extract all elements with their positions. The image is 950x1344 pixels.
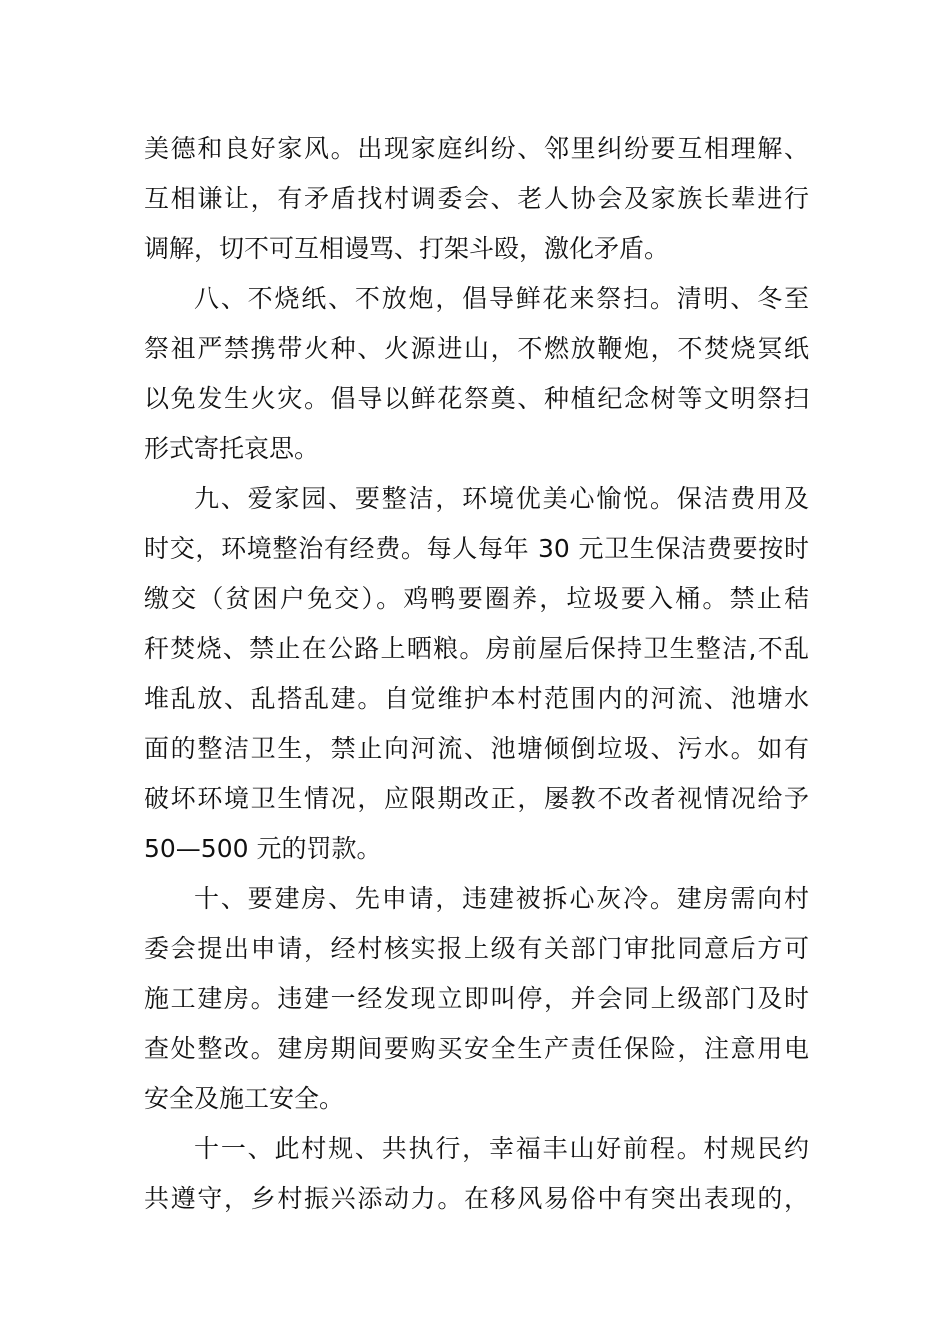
text-line: 安全及施工安全。	[144, 1084, 345, 1113]
paragraph-8-first-line: 八、不烧纸、不放炮，倡导鲜花来祭扫。清明、冬至	[194, 284, 809, 313]
text-line: 共遵守，乡村振兴添动力。在移风易俗中有突出表现的，	[144, 1184, 809, 1213]
text-line: 以免发生火灾。倡导以鲜花祭奠、种植纪念树等文明祭扫	[144, 384, 809, 413]
text-line: 时交，环境整治有经费。每人每年 30 元卫生保洁费要按时	[144, 534, 809, 563]
text-line: 50—500 元的罚款。	[144, 834, 382, 863]
text-line: 缴交（贫困户免交）。鸡鸭要圈养，垃圾要入桶。禁止秸	[144, 584, 809, 613]
text-line: 祭祖严禁携带火种、火源进山，不燃放鞭炮，不焚烧冥纸	[144, 334, 809, 363]
text-line: 面的整洁卫生，禁止向河流、池塘倾倒垃圾、污水。如有	[144, 734, 809, 763]
text-line: 委会提出申请，经村核实报上级有关部门审批同意后方可	[144, 934, 809, 963]
text-line: 堆乱放、乱搭乱建。自觉维护本村范围内的河流、池塘水	[144, 684, 809, 713]
paragraph-9-first-line: 九、爱家园、要整洁，环境优美心愉悦。保洁费用及	[194, 484, 809, 513]
text-line: 查处整改。建房期间要购买安全生产责任保险，注意用电	[144, 1034, 809, 1063]
paragraph-10-first-line: 十、要建房、先申请，违建被拆心灰冷。建房需向村	[194, 884, 809, 913]
text-line: 施工建房。违建一经发现立即叫停，并会同上级部门及时	[144, 984, 809, 1013]
text-line: 形式寄托哀思。	[144, 434, 320, 463]
paragraph-11-first-line: 十一、此村规、共执行，幸福丰山好前程。村规民约	[194, 1134, 809, 1163]
text-line: 美德和良好家风。出现家庭纠纷、邻里纠纷要互相理解、	[144, 134, 809, 163]
text-line: 调解，切不可互相谩骂、打架斗殴，激化矛盾。	[144, 234, 670, 263]
text-line: 破坏环境卫生情况，应限期改正，屡教不改者视情况给予	[144, 784, 809, 813]
text-line: 互相谦让，有矛盾找村调委会、老人协会及家族长辈进行	[144, 184, 809, 213]
text-line: 秆焚烧、禁止在公路上晒粮。房前屋后保持卫生整洁,不乱	[144, 634, 809, 663]
